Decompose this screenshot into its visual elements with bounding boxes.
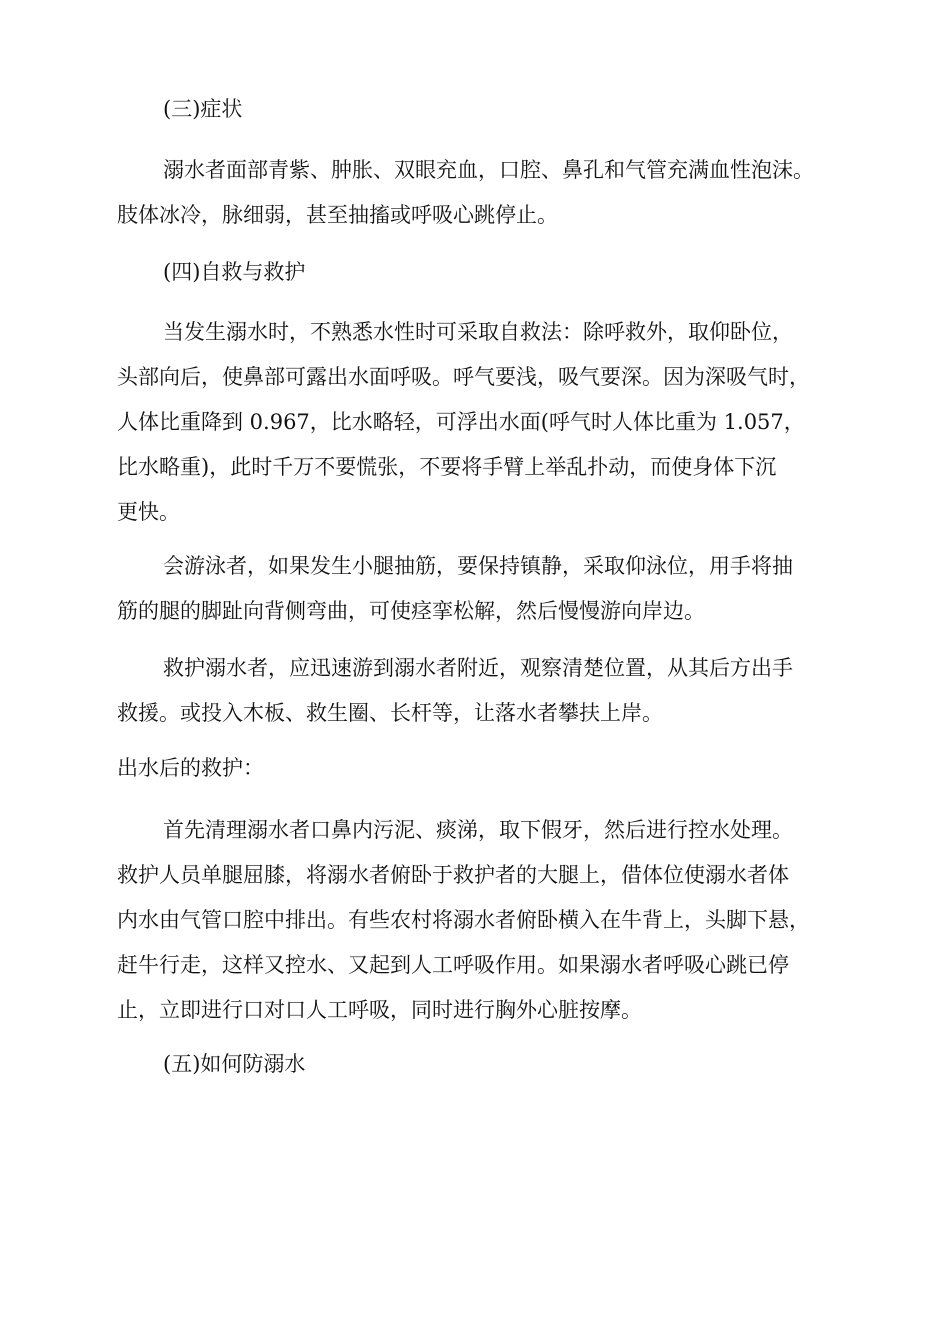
self-rescue-paragraph: [117, 310, 847, 535]
self-rescue-line-4: 比水略重)，此时千万不要慌张，不要将手臂上举乱扑动，而使身体下沉: [117, 455, 777, 479]
heading-rescue: (四)自救与救护: [163, 260, 306, 284]
swimmer-cramp-line-1: 会游泳者，如果发生小腿抽筋，要保持镇静，采取仰泳位，用手将抽: [163, 554, 793, 578]
after-water-line-1: 首先清理溺水者口鼻内污泥、痰涕，取下假牙，然后进行控水处理。: [163, 818, 793, 842]
heading-after-water: 出水后的救护：: [117, 756, 264, 780]
swimmer-cramp-paragraph: [117, 544, 847, 634]
self-rescue-line-5: 更快。: [117, 500, 180, 524]
symptoms-line-1: 溺水者面部青紫、肿胀、双眼充血，口腔、鼻孔和气管充满血性泡沫。: [163, 158, 814, 182]
after-water-line-3: 内水由气管口腔中排出。有些农村将溺水者俯卧横入在牛背上，头脚下悬，: [117, 908, 810, 932]
after-water-line-5: 止，立即进行口对口人工呼吸，同时进行胸外心脏按摩。: [117, 998, 642, 1022]
after-water-line-4: 赶牛行走，这样又控水、又起到人工呼吸作用。如果溺水者呼吸心跳已停: [117, 953, 789, 977]
rescue-drowning-paragraph: [117, 646, 847, 736]
self-rescue-line-2: 头部向后，使鼻部可露出水面呼吸。呼气要浅，吸气要深。因为深吸气时，: [117, 365, 810, 389]
rescue-drowning-line-1: 救护溺水者，应迅速游到溺水者附近，观察清楚位置，从其后方出手: [163, 656, 793, 680]
heading-rescue-block: [117, 250, 847, 295]
self-rescue-line-3: 人体比重降到 0.967，比水略轻，可浮出水面(呼气时人体比重为 1.057，: [117, 410, 805, 434]
self-rescue-line-1: 当发生溺水时，不熟悉水性时可采取自救法：除呼救外，取仰卧位，: [163, 320, 793, 344]
heading-after-water-block: [117, 746, 847, 791]
swimmer-cramp-line-2: 筋的腿的脚趾向背侧弯曲，可使痉挛松解，然后慢慢游向岸边。: [117, 599, 705, 623]
after-water-paragraph: [117, 808, 847, 1033]
heading-symptoms: (三)症状: [163, 97, 243, 121]
after-water-line-2: 救护人员单腿屈膝，将溺水者俯卧于救护者的大腿上，借体位使溺水者体: [117, 863, 789, 887]
rescue-drowning-line-2: 救援。或投入木板、救生圈、长杆等，让落水者攀扶上岸。: [117, 701, 663, 725]
symptoms-line-2: 肢体冰冷，脉细弱，甚至抽搐或呼吸心跳停止。: [117, 203, 558, 227]
symptoms-paragraph: [117, 148, 847, 238]
heading-symptoms-block: [117, 87, 847, 132]
heading-prevention-block: [117, 1042, 847, 1087]
heading-prevention: (五)如何防溺水: [163, 1052, 306, 1076]
